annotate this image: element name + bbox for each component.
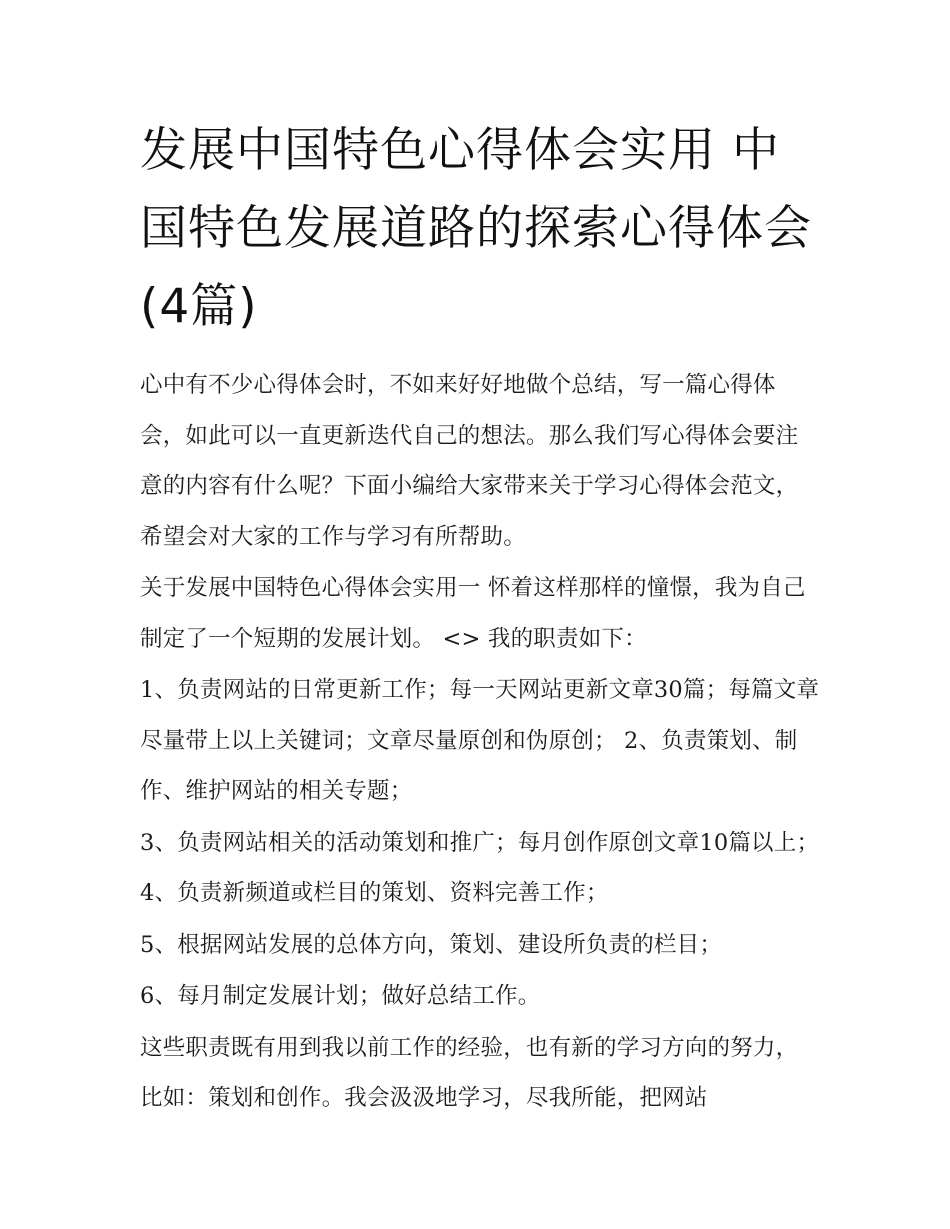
paragraph-duty-1-2: 1、负责网站的日常更新工作；每一天网站更新文章30篇；每篇文章尽量带上以上关键词；文章尽量原创和伪原创； 2、负责策划、制作、维护网站的相关专题； <box>140 677 820 804</box>
document-title: 发展中国特色心得体会实用 中国特色发展道路的探索心得体会(4篇) <box>140 123 812 334</box>
paragraph-duty-5: 5、根据网站发展的总体方向，策划、建设所负责的栏目； <box>140 931 723 958</box>
paragraph-plan: 关于发展中国特色心得体会实用一 怀着这样那样的憧憬，我为自己制定了一个短期的发展计划。 <> 我的职责如下： <box>140 575 806 652</box>
document-body <box>140 112 827 1125</box>
paragraph-duty-3-4: 3、负责网站相关的活动策划和推广；每月创作原创文章10篇以上； 4、负责新频道或栏目的策划、资料完善工作； <box>140 829 827 906</box>
paragraph-reflection: 这些职责既有用到我以前工作的经验，也有新的学习方向的努力，比如：策划和创作。我会汲汲地学习，尽我所能，把网站 <box>140 1034 799 1111</box>
paragraph-duty-6: 6、每月制定发展计划；做好总结工作。 <box>140 983 541 1009</box>
paragraph-intro: 心中有不少心得体会时，不如来好好地做个总结，写一篇心得体会，如此可以一直更新迭代自己的想法。那么我们写心得体会要注意的内容有什么呢？下面小编给大家带来关于学习心得体会范文，希望会对大家的工作与学习有所帮助。 <box>140 372 799 550</box>
